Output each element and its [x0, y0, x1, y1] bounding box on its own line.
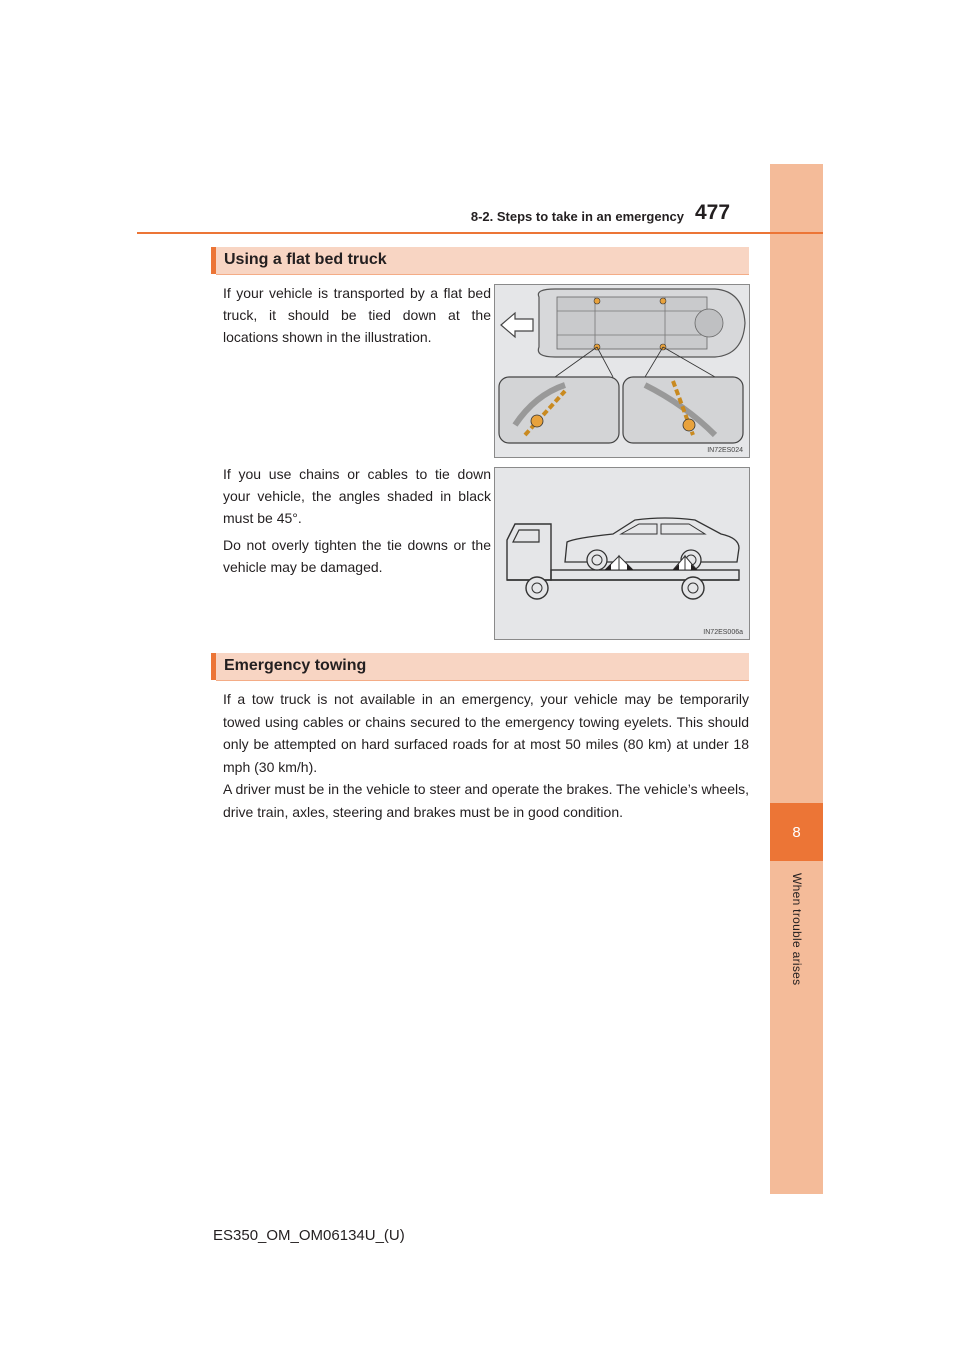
emergency-heading: Emergency towing: [224, 657, 367, 674]
flatbed-truck-figure: [494, 467, 750, 640]
figure-code: IN72ES024: [707, 447, 743, 454]
flatbed-paragraph-3: Do not overly tighten the tie downs or the vehicle may be damaged.: [223, 537, 491, 575]
emergency-heading-bar: [211, 653, 749, 680]
flatbed-paragraph-2: If you use chains or cables to tie down your vehicle, the angles shaded in black must be 45°.: [223, 466, 491, 526]
chapter-number-badge: 8: [770, 803, 823, 861]
flatbed-heading: Using a flat bed truck: [224, 251, 387, 268]
underbody-illustration: [495, 285, 749, 457]
chapter-title-vertical: When trouble arises: [790, 873, 804, 986]
flatbed-heading-bar: [211, 247, 749, 274]
figure-code: IN72ES006a: [703, 629, 743, 636]
document-code: ES350_OM_OM06134U_(U): [213, 1227, 405, 1244]
flatbed-paragraph-1: If your vehicle is transported by a flat bed truck, it should be tied down at the locations shown in the illustration.: [223, 285, 491, 345]
emergency-paragraph-2: A driver must be in the vehicle to steer and operate the brakes. The vehicle’s wheels, drive train, axles, steering and brakes must be in good condition.: [223, 781, 749, 820]
emergency-paragraph-1: If a tow truck is not available in an emergency, your vehicle may be temporarily towed using cables or chains secured to the emergency towing eyelets. This should only be attempted on hard surfaced roads for at most 50 miles (80 km) at under 18 mph (30 km/h).: [223, 691, 749, 775]
flatbed-truck-illustration: [495, 468, 749, 639]
header-rule: [137, 232, 823, 234]
page-number: 477: [695, 201, 731, 224]
tie-down-locations-figure: [494, 284, 750, 458]
chapter-side-tab: [770, 164, 823, 1194]
front-arrow-icon: [501, 313, 533, 337]
section-title: 8-2. Steps to take in an emergency: [470, 209, 684, 224]
